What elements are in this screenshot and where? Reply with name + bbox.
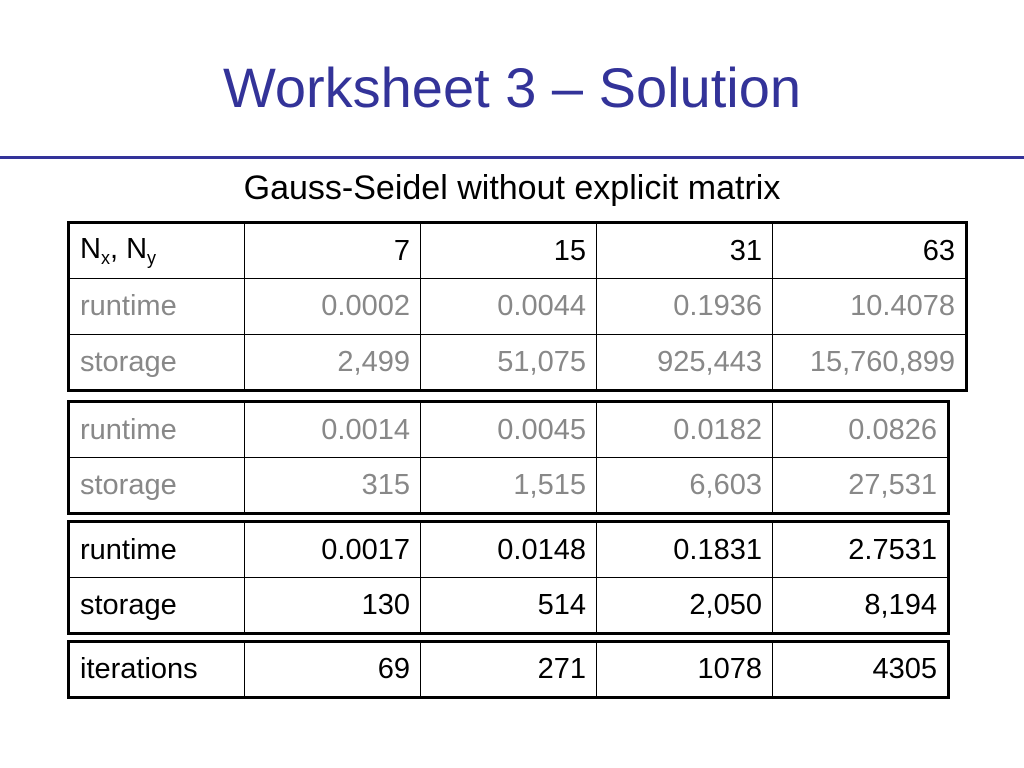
table-cell: 69 bbox=[245, 642, 421, 698]
table-cell: 130 bbox=[245, 578, 421, 634]
row-label: storage bbox=[69, 458, 245, 514]
iterations-table bbox=[67, 640, 950, 699]
grid-size-label: $N_x$, $N_y$ bbox=[69, 223, 245, 279]
table-cell: 271 bbox=[421, 642, 597, 698]
table-cell: 0.0044 bbox=[421, 279, 597, 335]
table-cell: 8,194 bbox=[773, 578, 949, 634]
table-cell: 514 bbox=[421, 578, 597, 634]
table-cell: 925,443 bbox=[597, 335, 773, 391]
table-row bbox=[69, 458, 949, 514]
row-label: runtime bbox=[69, 402, 245, 458]
row-label: storage bbox=[69, 335, 245, 391]
table-cell: 15,760,899 bbox=[773, 335, 967, 391]
table-cell: 2,499 bbox=[245, 335, 421, 391]
table-cell: 10.4078 bbox=[773, 279, 967, 335]
table-cell: 0.0017 bbox=[245, 522, 421, 578]
row-label: iterations bbox=[69, 642, 245, 698]
slide-title: Worksheet 3 – Solution bbox=[223, 56, 801, 119]
results-table-2 bbox=[67, 400, 950, 515]
table-cell: 63 bbox=[773, 223, 967, 279]
row-label: runtime bbox=[69, 522, 245, 578]
table-cell: 0.0002 bbox=[245, 279, 421, 335]
results-table-3 bbox=[67, 520, 950, 635]
table-cell: 6,603 bbox=[597, 458, 773, 514]
table-row bbox=[69, 578, 949, 634]
title-divider bbox=[0, 156, 1024, 159]
table-row bbox=[69, 335, 967, 391]
table-cell: 31 bbox=[597, 223, 773, 279]
row-label: runtime bbox=[69, 279, 245, 335]
table-cell: 0.0826 bbox=[773, 402, 949, 458]
table-cell: 315 bbox=[245, 458, 421, 514]
table-row bbox=[69, 522, 949, 578]
table-cell: 0.1831 bbox=[597, 522, 773, 578]
results-table-explicit-matrix bbox=[67, 221, 968, 392]
table-cell: 2,050 bbox=[597, 578, 773, 634]
table-cell: 27,531 bbox=[773, 458, 949, 514]
table-cell: 0.1936 bbox=[597, 279, 773, 335]
slide-subtitle: Gauss-Seidel without explicit matrix bbox=[243, 169, 781, 207]
table-cell: 0.0182 bbox=[597, 402, 773, 458]
table-cell: 0.0014 bbox=[245, 402, 421, 458]
table-cell: 15 bbox=[421, 223, 597, 279]
table-row bbox=[69, 402, 949, 458]
table-row bbox=[69, 642, 949, 698]
table-cell: 4305 bbox=[773, 642, 949, 698]
table-row bbox=[69, 279, 967, 335]
table-cell: 51,075 bbox=[421, 335, 597, 391]
table-cell: 1078 bbox=[597, 642, 773, 698]
table-cell: 1,515 bbox=[421, 458, 597, 514]
table-cell: 0.0148 bbox=[421, 522, 597, 578]
table-cell: 7 bbox=[245, 223, 421, 279]
table-cell: 0.0045 bbox=[421, 402, 597, 458]
table-cell: 2.7531 bbox=[773, 522, 949, 578]
table-header-row bbox=[69, 223, 967, 279]
row-label: storage bbox=[69, 578, 245, 634]
